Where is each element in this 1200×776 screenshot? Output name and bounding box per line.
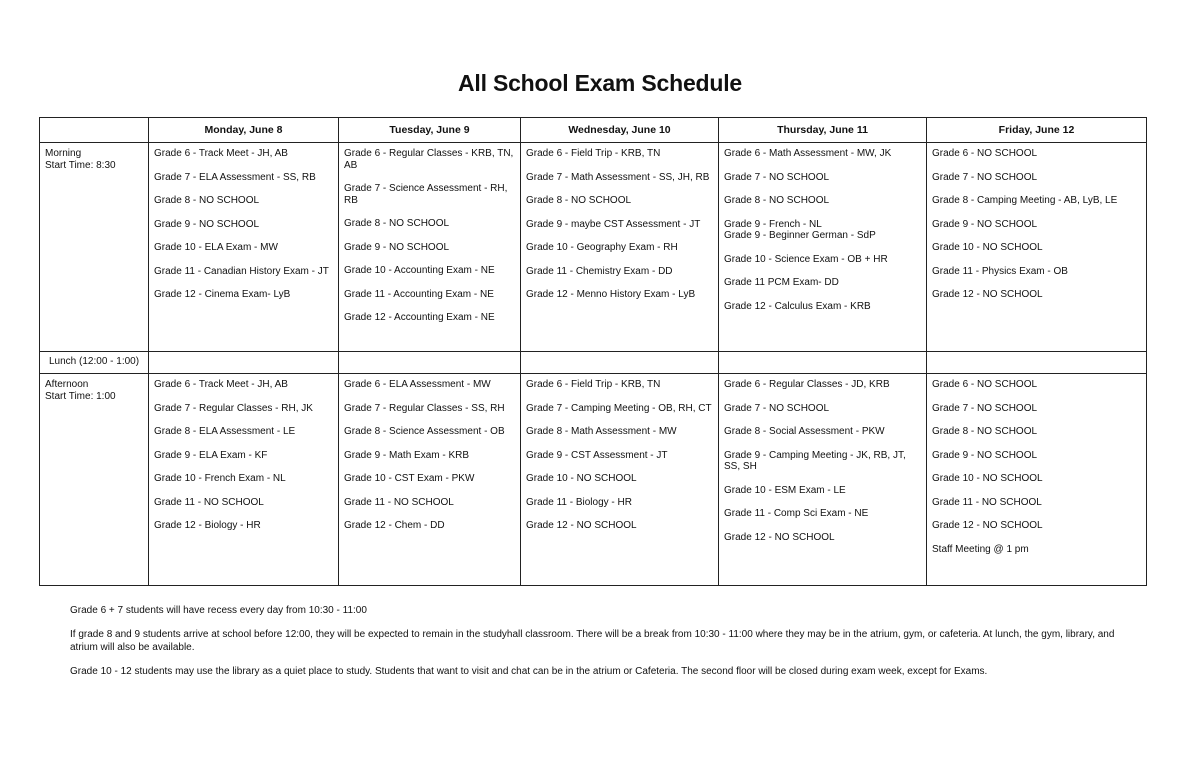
note-grade-10-12: Grade 10 - 12 students may use the library as a quiet place to study. Students that want to visit and chat can be in the atrium or Cafeteria. The second floor will be closed during exam week, except for Exams. (70, 666, 988, 677)
schedule-entry: Grade 11 - Comp Sci Exam - NE (724, 508, 869, 519)
session-start-time: Start Time: 1:00 (45, 390, 116, 402)
afternoon-friday-cell (927, 374, 1147, 586)
schedule-entry: Grade 6 - Field Trip - KRB, TN (526, 148, 661, 159)
lunch-row (40, 352, 1147, 374)
schedule-entry: Grade 11 - Biology - HR (526, 496, 632, 508)
schedule-entry: Grade 8 - NO SCHOOL (932, 426, 1038, 437)
schedule-entry: Grade 6 - ELA Assessment - MW (344, 379, 491, 390)
schedule-entry: Grade 6 - Track Meet - JH, AB (154, 379, 288, 390)
schedule-entry: Grade 10 - NO SCHOOL (526, 473, 637, 484)
schedule-entry: Grade 11 - Canadian History Exam - JT (154, 265, 329, 277)
morning-row (40, 143, 1147, 352)
schedule-entry: Grade 9 - NO SCHOOL (344, 241, 450, 253)
afternoon-label-cell (40, 374, 149, 586)
schedule-entry: Grade 9 - French - NL (724, 218, 822, 230)
session-label: Morning (45, 148, 82, 159)
afternoon-wednesday-cell (521, 374, 719, 586)
header-row (40, 118, 1147, 143)
schedule-entry: Grade 12 - Menno History Exam - LyB (526, 289, 696, 300)
note-grade-8-9: If grade 8 and 9 students arrive at school before 12:00, they will be expected to remain in the studyhall classroom. There will be a break from 10:30 - 11:00 where they may be in the atrium, gym, or cafeteria. At lunch, the gym, library, and atrium will also be available. (70, 629, 1115, 653)
schedule-entry: Grade 12 - NO SCHOOL (724, 531, 835, 543)
schedule-entry: Grade 12 - NO SCHOOL (932, 289, 1043, 300)
schedule-entry: Grade 10 - NO SCHOOL (932, 473, 1043, 484)
schedule-entry: Grade 12 - Calculus Exam - KRB (724, 300, 871, 312)
schedule-entry: Grade 7 - Regular Classes - SS, RH (344, 402, 505, 414)
schedule-entry: Grade 6 - Regular Classes - KRB, TN, AB (344, 148, 514, 171)
schedule-entry: Grade 9 - NO SCHOOL (154, 218, 260, 230)
schedule-entry: Grade 9 - CST Assessment - JT (526, 449, 668, 461)
schedule-entry: Grade 8 - NO SCHOOL (344, 218, 450, 229)
schedule-entry: Grade 7 - Regular Classes - RH, JK (154, 402, 313, 414)
lunch-tuesday-cell (339, 352, 521, 374)
schedule-entry: Grade 7 - NO SCHOOL (724, 171, 830, 183)
note-recess: Grade 6 + 7 students will have recess every day from 10:30 - 11:00 (70, 605, 367, 616)
schedule-notes (70, 604, 1140, 689)
schedule-entry: Grade 12 - Accounting Exam - NE (344, 312, 495, 323)
corner-cell (40, 118, 149, 143)
afternoon-thursday-cell (719, 374, 927, 586)
morning-label-cell (40, 143, 149, 352)
schedule-entry: Grade 8 - NO SCHOOL (526, 195, 632, 206)
schedule-entry: Grade 12 - Chem - DD (344, 520, 445, 531)
morning-tuesday-cell (339, 143, 521, 352)
session-start-time: Start Time: 8:30 (45, 159, 116, 171)
schedule-entry: Grade 9 - NO SCHOOL (932, 218, 1038, 230)
schedule-entry: Grade 6 - NO SCHOOL (932, 379, 1038, 390)
schedule-entry: Grade 10 - Science Exam - OB + HR (724, 253, 888, 265)
session-label: Afternoon (45, 379, 89, 390)
schedule-entry: Grade 11 - NO SCHOOL (154, 496, 264, 508)
schedule-entry: Grade 10 - ESM Exam - LE (724, 484, 846, 496)
lunch-friday-cell (927, 352, 1147, 374)
schedule-entry: Grade 7 - NO SCHOOL (932, 402, 1038, 414)
afternoon-monday-cell (149, 374, 339, 586)
schedule-entry: Grade 9 - NO SCHOOL (932, 449, 1038, 461)
day-header-friday: Friday, June 12 (927, 118, 1147, 143)
day-header-wednesday: Wednesday, June 10 (521, 118, 719, 143)
schedule-entry: Grade 6 - Regular Classes - JD, KRB (724, 379, 890, 390)
schedule-entry: Grade 10 - NO SCHOOL (932, 242, 1043, 253)
lunch-thursday-cell (719, 352, 927, 374)
schedule-entry: Grade 9 - Math Exam - KRB (344, 449, 470, 461)
afternoon-row (40, 374, 1147, 586)
schedule-entry: Grade 7 - ELA Assessment - SS, RB (154, 171, 316, 183)
schedule-entry: Grade 12 - Cinema Exam- LyB (154, 289, 291, 300)
schedule-entry: Grade 11 - Chemistry Exam - DD (526, 265, 673, 277)
lunch-label-cell (40, 352, 149, 374)
schedule-entry: Grade 6 - NO SCHOOL (932, 148, 1038, 159)
lunch-wednesday-cell (521, 352, 719, 374)
schedule-entry: Grade 8 - NO SCHOOL (154, 195, 260, 206)
schedule-entry: Grade 8 - NO SCHOOL (724, 195, 830, 206)
schedule-entry: Grade 11 PCM Exam- DD (724, 277, 839, 288)
schedule-entry: Grade 12 - Biology - HR (154, 520, 261, 531)
schedule-entry: Grade 7 - Camping Meeting - OB, RH, CT (526, 402, 712, 414)
schedule-entry: Grade 11 - NO SCHOOL (344, 496, 454, 508)
schedule-entry: Grade 10 - ELA Exam - MW (154, 242, 278, 253)
schedule-entry: Grade 6 - Track Meet - JH, AB (154, 148, 288, 159)
schedule-entry: Grade 9 - Camping Meeting - JK, RB, JT, SS, SH (724, 449, 906, 472)
schedule-entry: Grade 8 - Camping Meeting - AB, LyB, LE (932, 195, 1118, 206)
morning-thursday-cell (719, 143, 927, 352)
page-title: All School Exam Schedule (457, 70, 743, 96)
schedule-entry: Grade 11 - Accounting Exam - NE (344, 288, 494, 300)
schedule-entry: Grade 8 - ELA Assessment - LE (154, 426, 296, 437)
lunch-label: Lunch (12:00 - 1:00) (49, 356, 140, 367)
morning-friday-cell (927, 143, 1147, 352)
staff-meeting-note: Staff Meeting @ 1 pm (932, 543, 1029, 555)
schedule-entry: Grade 6 - Math Assessment - MW, JK (724, 148, 892, 159)
schedule-entry: Grade 8 - Science Assessment - OB (344, 426, 505, 437)
schedule-entry: Grade 8 - Math Assessment - MW (526, 426, 677, 437)
schedule-entry: Grade 6 - Field Trip - KRB, TN (526, 379, 661, 390)
schedule-entry: Grade 10 - Accounting Exam - NE (344, 265, 495, 276)
schedule-entry: Grade 12 - NO SCHOOL (932, 520, 1043, 531)
schedule-entry: Grade 10 - CST Exam - PKW (344, 473, 475, 484)
afternoon-tuesday-cell (339, 374, 521, 586)
schedule-entry: Grade 11 - NO SCHOOL (932, 496, 1042, 508)
schedule-entry: Grade 9 - Beginner German - SdP (724, 230, 876, 241)
schedule-entry: Grade 10 - Geography Exam - RH (526, 242, 678, 253)
schedule-entry: Grade 10 - French Exam - NL (154, 473, 286, 484)
schedule-entry: Grade 7 - NO SCHOOL (724, 402, 830, 414)
schedule-entry: Grade 7 - Science Assessment - RH, RB (344, 183, 508, 206)
schedule-entry: Grade 9 - ELA Exam - KF (154, 449, 268, 461)
schedule-entry: Grade 12 - NO SCHOOL (526, 520, 637, 531)
schedule-entry: Grade 7 - Math Assessment - SS, JH, RB (526, 171, 710, 183)
morning-monday-cell (149, 143, 339, 352)
day-header-tuesday: Tuesday, June 9 (339, 118, 521, 143)
day-header-monday: Monday, June 8 (149, 118, 339, 143)
schedule-entry: Grade 9 - maybe CST Assessment - JT (526, 218, 701, 230)
morning-wednesday-cell (521, 143, 719, 352)
schedule-entry: Grade 8 - Social Assessment - PKW (724, 426, 885, 437)
exam-schedule-table (39, 117, 1147, 586)
schedule-entry: Grade 7 - NO SCHOOL (932, 171, 1038, 183)
schedule-entry: Grade 11 - Physics Exam - OB (932, 265, 1068, 277)
lunch-monday-cell (149, 352, 339, 374)
day-header-thursday: Thursday, June 11 (719, 118, 927, 143)
